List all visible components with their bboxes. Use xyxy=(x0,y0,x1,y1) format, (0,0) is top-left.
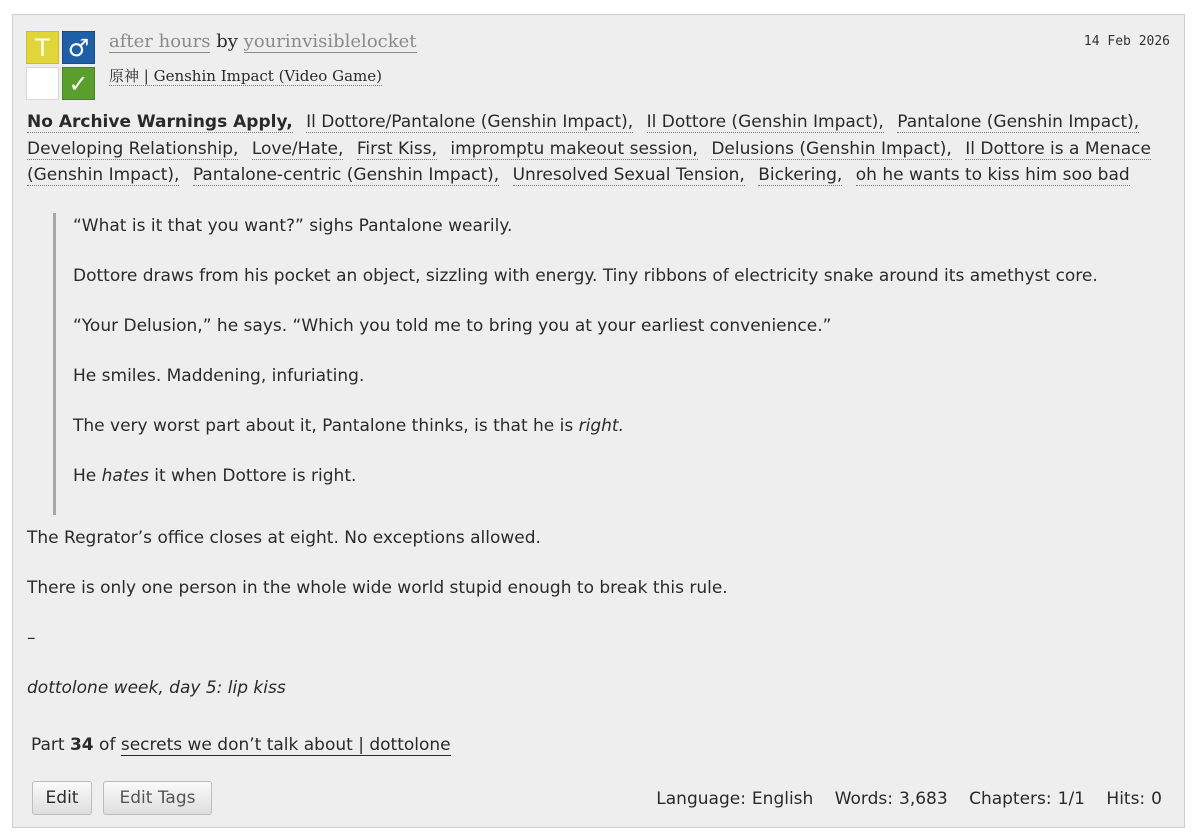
tag-freeform[interactable]: impromptu makeout session, xyxy=(450,138,698,159)
tag-character[interactable]: Pantalone (Genshin Impact), xyxy=(897,112,1140,132)
fandom-heading xyxy=(109,65,382,86)
tag-freeform[interactable]: Bickering, xyxy=(758,165,843,185)
by-label: by xyxy=(216,31,238,52)
notes-paragraph xyxy=(27,676,1172,700)
work-title-link[interactable]: after hours xyxy=(109,31,211,52)
publish-date: 14 Feb 2026 xyxy=(1083,34,1170,49)
no-warnings-icon[interactable] xyxy=(26,67,59,100)
summary-text: The very worst part about it, Pantalone thinks, is that he is xyxy=(73,416,579,436)
male-symbol-icon[interactable] xyxy=(62,31,95,64)
summary-emphasis: hates xyxy=(101,466,149,486)
stat-label: Chapters: xyxy=(969,789,1052,809)
tag-freeform[interactable]: Love/Hate, xyxy=(251,138,344,159)
stat-value: English xyxy=(751,789,814,809)
tag-list xyxy=(27,109,1172,189)
summary-paragraph: He smiles. Maddening, infuriating. xyxy=(73,366,365,386)
series-part-number: 34 xyxy=(69,735,94,755)
tag-freeform[interactable]: Unresolved Sexual Tension, xyxy=(512,165,745,185)
stat-language xyxy=(656,789,813,809)
edit-tags-button[interactable]: Edit Tags xyxy=(103,781,212,815)
tag-warning[interactable]: No Archive Warnings Apply, xyxy=(27,112,293,132)
author-link[interactable]: yourinvisiblelocket xyxy=(243,31,417,52)
notes-emphasis: dottolone week, day 5: lip kiss xyxy=(27,678,286,698)
work-blurb xyxy=(12,14,1185,828)
notes-paragraph: There is only one person in the whole wide world stupid enough to break this rule. xyxy=(27,578,728,598)
tag-relationship[interactable]: Il Dottore/Pantalone (Genshin Impact), xyxy=(306,112,634,132)
stat-label: Hits: xyxy=(1106,789,1146,809)
tag-freeform[interactable]: First Kiss, xyxy=(356,138,437,159)
stat-value: 1/1 xyxy=(1057,789,1085,809)
summary xyxy=(53,213,1173,515)
checkmark-icon[interactable] xyxy=(62,67,95,100)
rating-t-icon[interactable] xyxy=(26,31,59,64)
tag-freeform[interactable]: oh he wants to kiss him soo bad xyxy=(855,165,1130,185)
stat-label: Words: xyxy=(834,789,893,809)
summary-paragraph: “Your Delusion,” he says. “Which you told me to bring you at your earliest convenience.” xyxy=(73,316,832,336)
stat-hits xyxy=(1106,789,1162,809)
summary-text: He xyxy=(73,466,102,486)
stat-chapters xyxy=(969,789,1085,809)
stat-words xyxy=(835,789,948,809)
series-link[interactable]: secrets we don’t talk about | dottolone xyxy=(120,735,451,755)
tag-character[interactable]: Il Dottore (Genshin Impact), xyxy=(646,112,884,132)
fandom-link[interactable]: 原神 | Genshin Impact (Video Game) xyxy=(109,67,382,85)
summary-paragraph xyxy=(73,414,1173,438)
complete-glyph: ✓ xyxy=(68,69,89,98)
rating-glyph: T xyxy=(35,33,50,62)
required-tags xyxy=(26,31,96,101)
summary-paragraph: “What is it that you want?” sighs Pantalone wearily. xyxy=(73,216,513,236)
tag-freeform[interactable]: Developing Relationship, xyxy=(27,138,239,159)
notes-paragraph: The Regrator’s office closes at eight. No exceptions allowed. xyxy=(27,528,541,548)
edit-button[interactable]: Edit xyxy=(32,781,92,815)
summary-emphasis: right. xyxy=(578,416,624,436)
stat-label: Language: xyxy=(656,789,746,809)
category-glyph: ♂ xyxy=(67,33,90,62)
work-heading xyxy=(109,31,417,52)
series-info xyxy=(31,735,451,755)
summary-text: it when Dottore is right. xyxy=(148,466,357,486)
work-stats xyxy=(640,789,1162,809)
summary-paragraph: Dottore draws from his pocket an object, sizzling with energy. Tiny ribbons of electricity snake around its amethyst core. xyxy=(73,266,1098,286)
stat-value: 0 xyxy=(1151,789,1162,809)
series-of-label: of xyxy=(99,735,116,755)
notes-paragraph: – xyxy=(27,628,36,648)
summary-paragraph xyxy=(73,464,1173,488)
notes xyxy=(27,526,1172,726)
tag-freeform[interactable]: Delusions (Genshin Impact), xyxy=(711,138,952,159)
tag-freeform[interactable]: Pantalone-centric (Genshin Impact), xyxy=(192,165,500,185)
tag-freeform[interactable]: Il Dottore is a Menace (Genshin Impact), xyxy=(27,138,1151,185)
series-part-label: Part xyxy=(31,735,65,755)
stat-value: 3,683 xyxy=(899,789,948,809)
